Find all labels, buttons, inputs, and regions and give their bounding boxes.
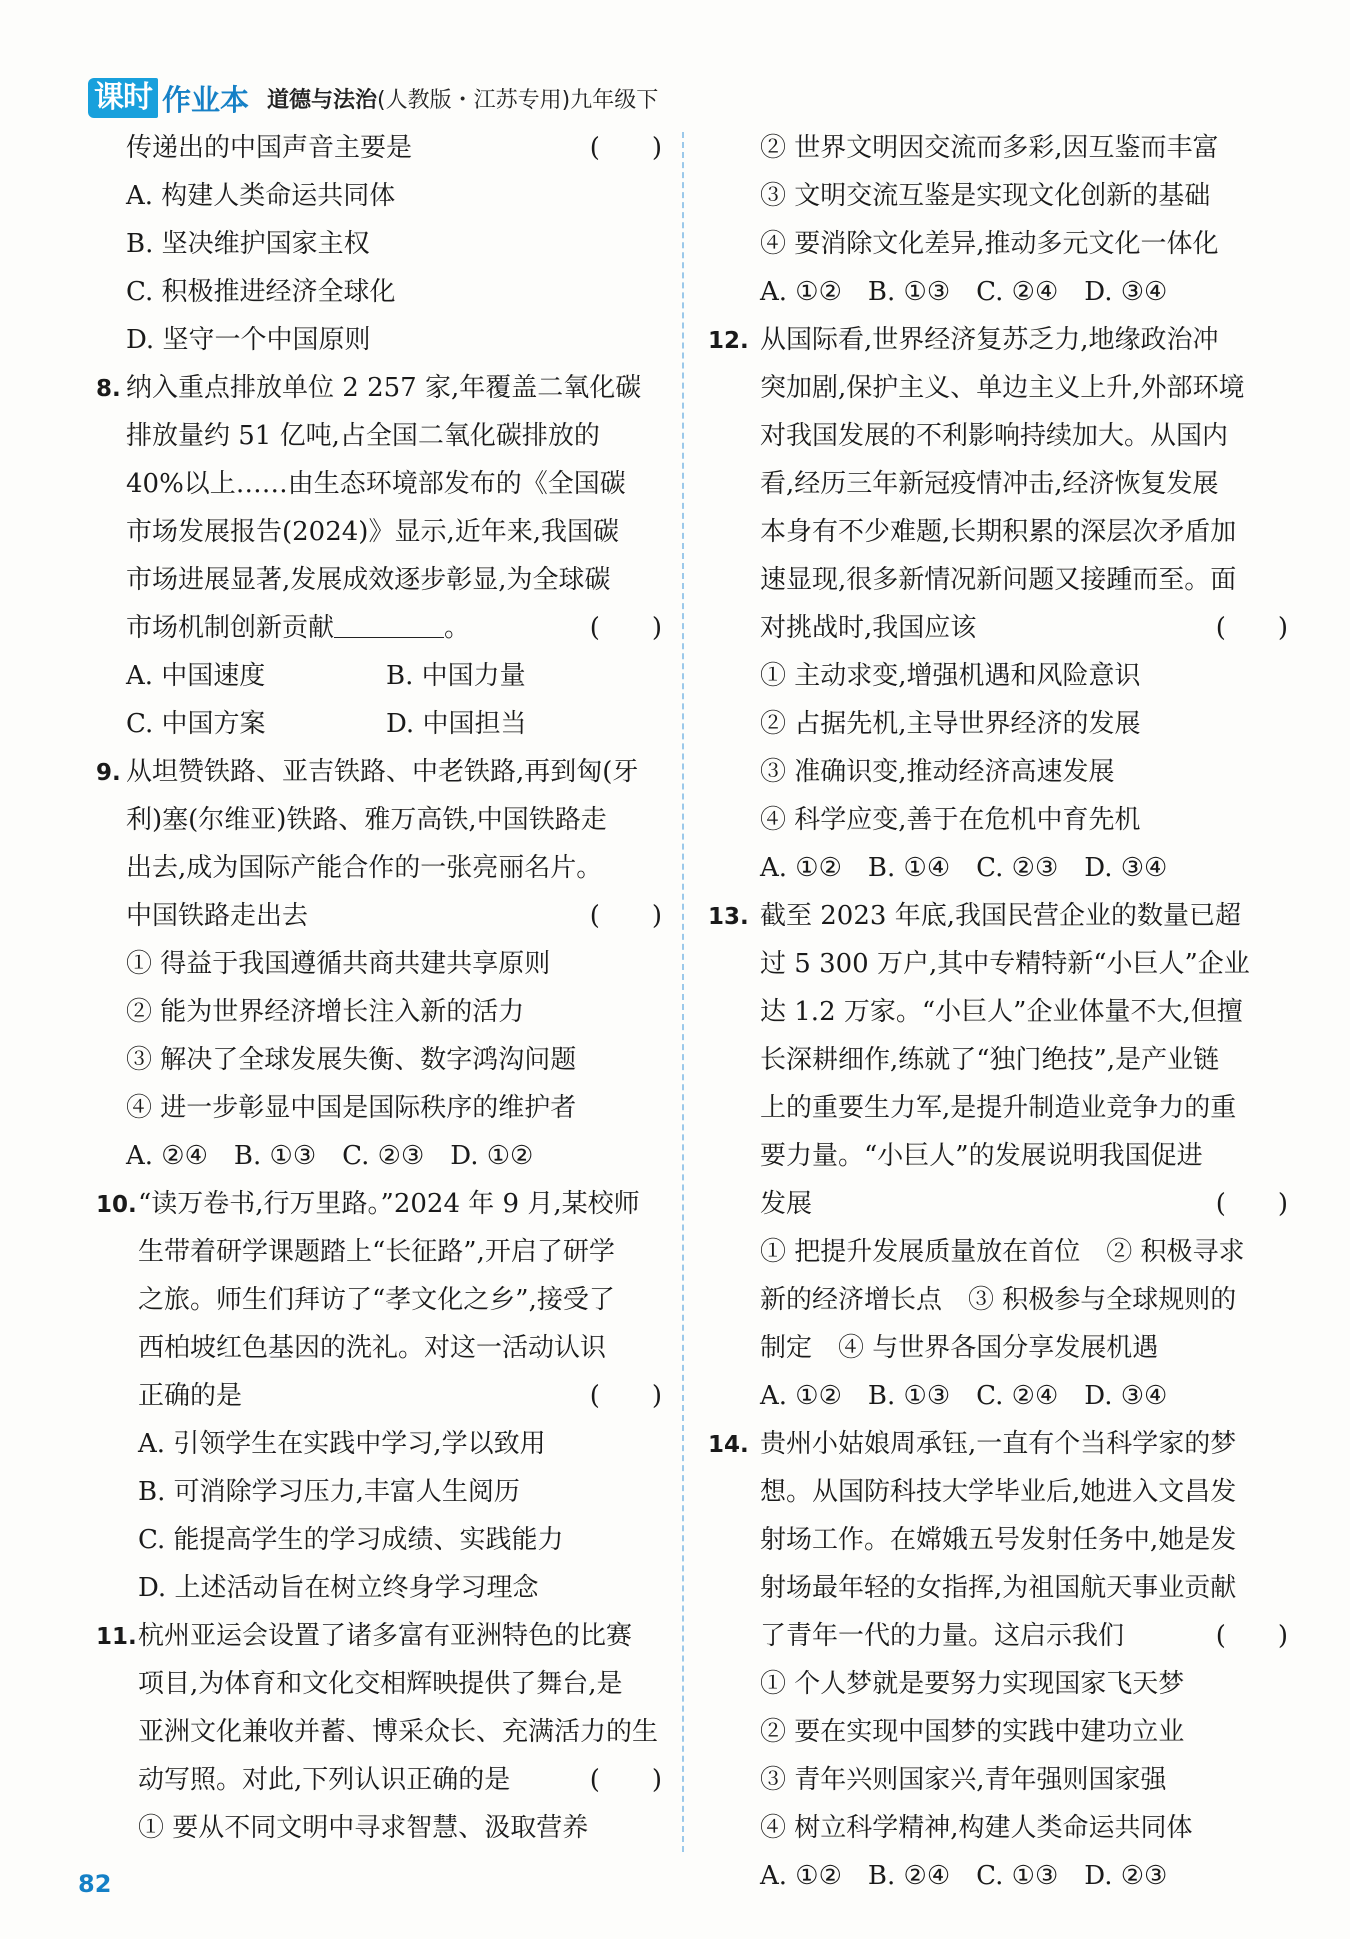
text-line: [708, 1324, 1288, 1372]
text-line: [708, 172, 1288, 220]
line-text: ① 个人梦就是要努力实现国家飞天梦: [760, 1669, 1185, 1699]
answer-parenthesis: ( ): [1215, 613, 1288, 643]
text-line: [96, 124, 662, 172]
text-line: [96, 1228, 662, 1276]
text-line: [96, 268, 662, 316]
line-text: 突加剧,保护主义、单边主义上升,外部环境: [760, 373, 1245, 403]
line-text: 项目,为体育和文化交相辉映提供了舞台,是: [138, 1669, 623, 1699]
line-text: 从国际看,世界经济复苏乏力,地缘政治冲: [760, 325, 1219, 355]
line-text: 要力量。“小巨人”的发展说明我国促进: [760, 1141, 1203, 1171]
left-column: [96, 124, 662, 1852]
line-text: 纳入重点排放单位 2 257 家,年覆盖二氧化碳: [126, 373, 642, 403]
line-text: 本身有不少难题,长期积累的深层次矛盾加: [760, 517, 1237, 547]
logo-zuoyeben: 作业本: [162, 82, 250, 117]
text-line: [96, 1036, 662, 1084]
text-line: [708, 1180, 1288, 1228]
text-line: [708, 796, 1288, 844]
text-line: [708, 940, 1288, 988]
text-line: [96, 796, 662, 844]
text-line: [708, 364, 1288, 412]
answer-parenthesis: ( ): [589, 613, 662, 643]
text-line: [96, 748, 662, 796]
header-subject: [267, 83, 658, 114]
line-text: ② 占据先机,主导世界经济的发展: [760, 709, 1141, 739]
line-text: ④ 树立科学精神,构建人类命运共同体: [760, 1813, 1193, 1843]
text-line: [96, 1564, 662, 1612]
text-line: [708, 1516, 1288, 1564]
line-text: A. 构建人类命运共同体: [126, 181, 396, 211]
line-text: 长深耕细作,练就了“独门绝技”,是产业链: [760, 1045, 1220, 1075]
line-text: ② 世界文明因交流而多彩,因互鉴而丰富: [760, 133, 1219, 163]
text-line: [708, 1276, 1288, 1324]
text-line: [708, 700, 1288, 748]
text-line: [96, 220, 662, 268]
line-text: B. 坚决维护国家主权: [126, 229, 370, 259]
text-line: [708, 1564, 1288, 1612]
text-line: [708, 460, 1288, 508]
question-number: 8.: [96, 376, 121, 402]
text-line: [708, 748, 1288, 796]
text-line: [96, 1516, 662, 1564]
text-line: [96, 172, 662, 220]
text-line: [96, 1756, 662, 1804]
line-text: A. ①② B. ①③ C. ②④ D. ③④: [760, 1381, 1168, 1411]
line-text: 对我国发展的不利影响持续加大。从国内: [760, 421, 1229, 451]
text-line: [96, 1660, 662, 1708]
line-text: 之旅。师生们拜访了“孝文化之乡”,接受了: [138, 1285, 615, 1315]
line-text: 从坦赞铁路、亚吉铁路、中老铁路,再到匈(牙: [126, 757, 639, 787]
line-text: ③ 准确识变,推动经济高速发展: [760, 757, 1115, 787]
text-line: [708, 652, 1288, 700]
line-text: 达 1.2 万家。“小巨人”企业体量不大,但擅: [760, 997, 1243, 1027]
line-text: “读万卷书,行万里路。”2024 年 9 月,某校师: [138, 1189, 640, 1219]
line-text: 想。从国防科技大学毕业后,她进入文昌发: [760, 1477, 1237, 1507]
line-text: 射场最年轻的女指挥,为祖国航天事业贡献: [760, 1573, 1237, 1603]
line-text: ④ 要消除文化差异,推动多元文化一体化: [760, 229, 1219, 259]
answer-parenthesis: ( ): [589, 901, 662, 931]
text-line: [96, 652, 662, 700]
page-number: 82: [78, 1870, 112, 1898]
text-line: [96, 556, 662, 604]
line-text: 杭州亚运会设置了诸多富有亚洲特色的比赛: [138, 1621, 633, 1651]
line-text: ① 把提升发展质量放在首位 ② 积极寻求: [760, 1237, 1245, 1267]
line-text: 传递出的中国声音主要是: [126, 133, 413, 163]
line-text: 排放量约 51 亿吨,占全国二氧化碳排放的: [126, 421, 600, 451]
edition-label: (人教版・江苏专用)九年级下: [377, 87, 659, 113]
line-text: 上的重要生力军,是提升制造业竞争力的重: [760, 1093, 1237, 1123]
text-line: [708, 220, 1288, 268]
line-text: 过 5 300 万户,其中专精特新“小巨人”企业: [760, 949, 1250, 979]
question-number: 13.: [708, 904, 749, 930]
line-text: 新的经济增长点 ③ 积极参与全球规则的: [760, 1285, 1237, 1315]
text-line: [708, 1852, 1288, 1900]
line-text: C. 中国方案: [126, 709, 266, 739]
line-text: A. 引领学生在实践中学习,学以致用: [138, 1429, 546, 1459]
text-line: [96, 700, 662, 748]
option-text: B. 中国力量: [386, 661, 526, 691]
line-text: 市场机制创新贡献: [126, 613, 335, 643]
text-line: [96, 1708, 662, 1756]
text-line: [708, 844, 1288, 892]
line-text: D. 坚守一个中国原则: [126, 325, 371, 355]
line-text: 速显现,很多新情况新问题又接踵而至。面: [760, 565, 1237, 595]
line-text: 制定 ④ 与世界各国分享发展机遇: [760, 1333, 1159, 1363]
answer-parenthesis: ( ): [1215, 1621, 1288, 1651]
text-line: [96, 940, 662, 988]
line-text: 市场发展报告(2024)》显示,近年来,我国碳: [126, 517, 619, 547]
line-text: 亚洲文化兼收并蓄、博采众长、充满活力的生: [138, 1717, 659, 1747]
text-line: [708, 892, 1288, 940]
line-text: ③ 解决了全球发展失衡、数字鸿沟问题: [126, 1045, 577, 1075]
line-text: C. 能提高学生的学习成绩、实践能力: [138, 1525, 564, 1555]
text-line: [708, 412, 1288, 460]
text-line: [96, 988, 662, 1036]
text-line: [96, 460, 662, 508]
line-text: ② 能为世界经济增长注入新的活力: [126, 997, 525, 1027]
line-text: 中国铁路走出去: [126, 901, 309, 931]
text-line: [708, 1132, 1288, 1180]
logo-keshi: 课时: [88, 78, 158, 118]
line-text: 。: [444, 613, 471, 643]
line-text: A. ①② B. ①③ C. ②④ D. ③④: [760, 277, 1168, 307]
line-text: 射场工作。在嫦娥五号发射任务中,她是发: [760, 1525, 1237, 1555]
answer-parenthesis: ( ): [589, 1381, 662, 1411]
text-line: [708, 1708, 1288, 1756]
text-line: [96, 1372, 662, 1420]
text-line: [96, 508, 662, 556]
line-text: A. ①② B. ①④ C. ②③ D. ③④: [760, 853, 1168, 883]
book-logo: [88, 78, 249, 118]
text-line: [708, 1084, 1288, 1132]
text-line: [96, 892, 662, 940]
text-line: [96, 1324, 662, 1372]
line-text: 了青年一代的力量。这启示我们: [760, 1621, 1125, 1651]
text-line: [708, 1372, 1288, 1420]
subject-name: 道德与法治: [267, 87, 378, 113]
line-text: A. 中国速度: [126, 661, 266, 691]
text-line: [708, 988, 1288, 1036]
text-line: [708, 316, 1288, 364]
text-line: [708, 268, 1288, 316]
text-line: [96, 1420, 662, 1468]
text-line: [96, 1276, 662, 1324]
text-line: [708, 1756, 1288, 1804]
line-text: 看,经历三年新冠疫情冲击,经济恢复发展: [760, 469, 1219, 499]
question-number: 10.: [96, 1192, 137, 1218]
answer-parenthesis: ( ): [589, 133, 662, 163]
line-text: ② 要在实现中国梦的实践中建功立业: [760, 1717, 1185, 1747]
text-line: [708, 124, 1288, 172]
line-text: 生带着研学课题踏上“长征路”,开启了研学: [138, 1237, 615, 1267]
line-text: 出去,成为国际产能合作的一张亮丽名片。: [126, 853, 603, 883]
answer-blank: [334, 607, 444, 638]
line-text: 截至 2023 年底,我国民营企业的数量已超: [760, 901, 1241, 931]
line-text: 正确的是: [138, 1381, 243, 1411]
line-text: 贵州小姑娘周承钰,一直有个当科学家的梦: [760, 1429, 1237, 1459]
text-line: [96, 844, 662, 892]
question-number: 9.: [96, 760, 121, 786]
text-line: [708, 1804, 1288, 1852]
line-text: D. 上述活动旨在树立终身学习理念: [138, 1573, 539, 1603]
question-number: 11.: [96, 1624, 137, 1650]
text-line: [96, 604, 662, 652]
text-line: [708, 1420, 1288, 1468]
text-line: [96, 412, 662, 460]
right-column: [708, 124, 1288, 1900]
option-text: D. 中国担当: [386, 709, 527, 739]
line-text: ① 要从不同文明中寻求智慧、汲取营养: [138, 1813, 589, 1843]
line-text: 西柏坡红色基因的洗礼。对这一活动认识: [138, 1333, 607, 1363]
line-text: 对挑战时,我国应该: [760, 613, 977, 643]
text-line: [96, 1804, 662, 1852]
line-text: ① 得益于我国遵循共商共建共享原则: [126, 949, 551, 979]
text-line: [708, 556, 1288, 604]
text-line: [708, 508, 1288, 556]
line-text: ① 主动求变,增强机遇和风险意识: [760, 661, 1141, 691]
line-text: ③ 青年兴则国家兴,青年强则国家强: [760, 1765, 1167, 1795]
line-text: 市场进展显著,发展成效逐步彰显,为全球碳: [126, 565, 611, 595]
line-text: 利)塞(尔维亚)铁路、雅万高铁,中国铁路走: [126, 805, 607, 835]
text-line: [708, 1228, 1288, 1276]
text-line: [96, 364, 662, 412]
answer-parenthesis: ( ): [1215, 1189, 1288, 1219]
text-line: [96, 1468, 662, 1516]
text-line: [96, 1180, 662, 1228]
line-text: ③ 文明交流互鉴是实现文化创新的基础: [760, 181, 1211, 211]
line-text: ④ 进一步彰显中国是国际秩序的维护者: [126, 1093, 577, 1123]
answer-parenthesis: ( ): [589, 1765, 662, 1795]
text-line: [708, 1660, 1288, 1708]
line-text: 40%以上……由生态环境部发布的《全国碳: [126, 469, 626, 499]
line-text: B. 可消除学习压力,丰富人生阅历: [138, 1477, 520, 1507]
line-text: A. ①② B. ②④ C. ①③ D. ②③: [760, 1861, 1168, 1891]
text-line: [708, 1468, 1288, 1516]
text-line: [708, 1612, 1288, 1660]
text-line: [96, 1084, 662, 1132]
line-text: A. ②④ B. ①③ C. ②③ D. ①②: [126, 1141, 534, 1171]
text-line: [708, 604, 1288, 652]
question-number: 12.: [708, 328, 749, 354]
text-line: [708, 1036, 1288, 1084]
text-line: [96, 316, 662, 364]
question-number: 14.: [708, 1432, 749, 1458]
line-text: 动写照。对此,下列认识正确的是: [138, 1765, 511, 1795]
text-line: [96, 1612, 662, 1660]
column-divider: [682, 132, 684, 1852]
page-header: [88, 76, 658, 120]
text-line: [96, 1132, 662, 1180]
line-text: C. 积极推进经济全球化: [126, 277, 396, 307]
line-text: ④ 科学应变,善于在危机中育先机: [760, 805, 1141, 835]
line-text: 发展: [760, 1189, 813, 1219]
